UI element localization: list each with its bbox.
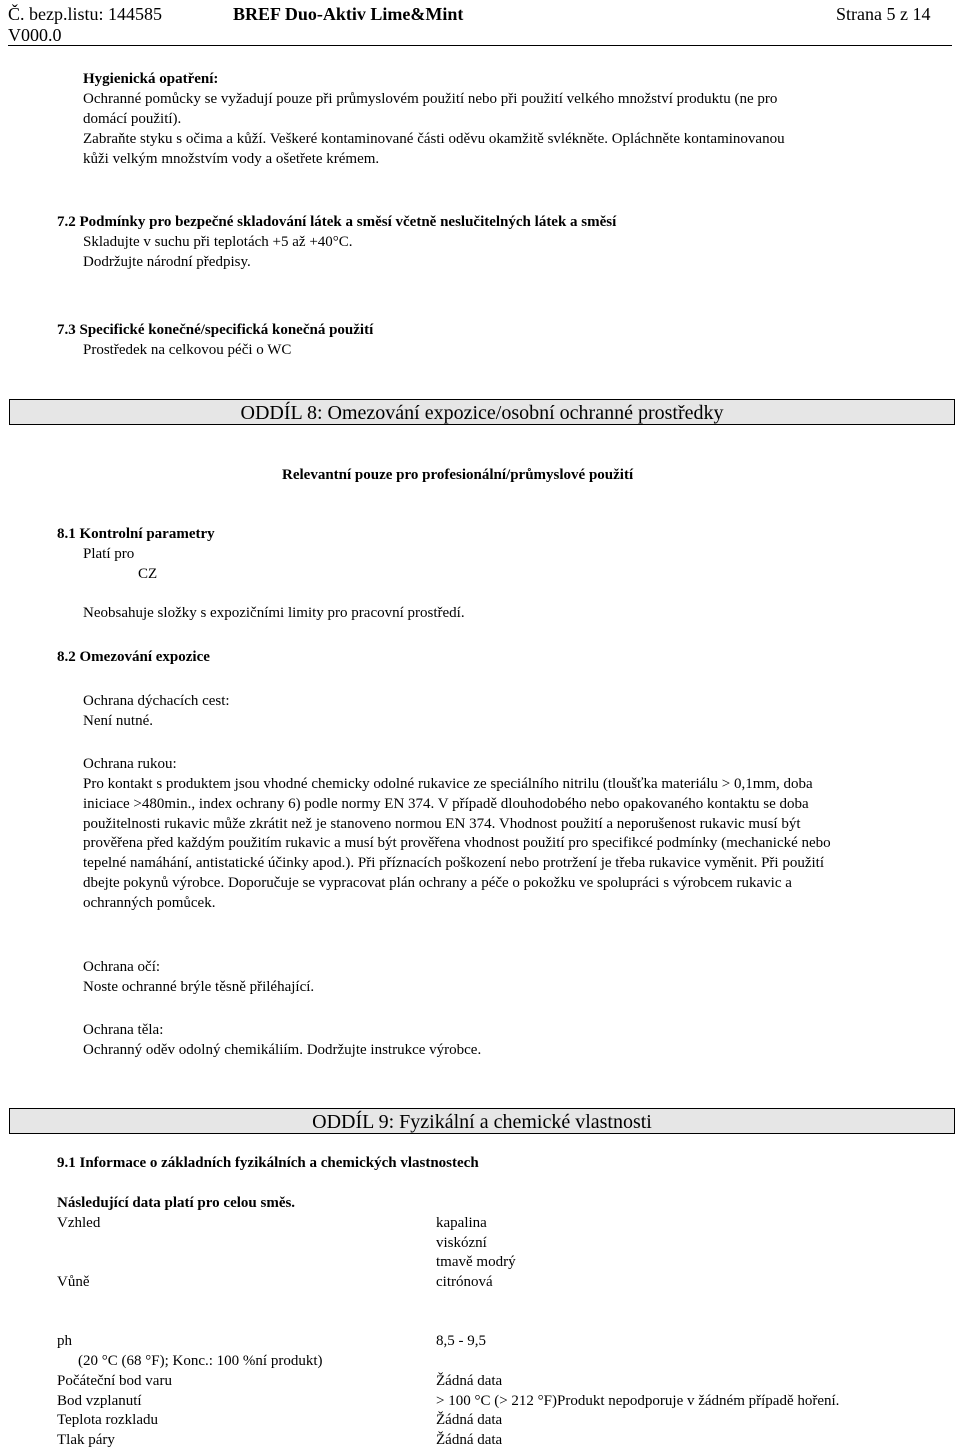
applies-heading: Následující data platí pro celou směs. [57,1195,296,1211]
section-9-1-heading: 9.1 Informace o základních fyzikálních a chemických vlastnostech [57,1155,479,1171]
flash-value: > 100 °C (> 212 °F)Produkt nepodporuje v žádném případě hoření. [436,1393,840,1409]
respiratory-text: Není nutné. [83,713,153,729]
section-9-banner [9,1108,955,1134]
flash-label: Bod vzplanutí [57,1393,142,1409]
no-limits-text: Neobsahuje složky s expozičními limity pro pracovní prostředí. [83,605,465,621]
odour-label: Vůně [57,1274,90,1290]
country-code: CZ [138,566,158,582]
section-8-subtitle: Relevantní pouze pro profesionální/průmyslové použití [282,467,634,483]
body-label: Ochrana těla: [83,1022,164,1038]
storage-line: Dodržujte národní předpisy. [83,254,251,270]
appearance-label: Vzhled [57,1215,101,1231]
section-8-banner [9,399,955,425]
appearance-value: tmavě modrý [436,1254,516,1270]
sheet-number: Č. bezp.listu: 144585 [8,4,162,24]
hygiene-line: kůži velkým množstvím vody a ošetřete krémem. [83,151,380,167]
body-text: Ochranný oděv odolný chemikáliím. Dodržujte instrukce výrobce. [83,1042,482,1058]
hands-line: ochranných pomůcek. [83,895,216,911]
storage-line: Skladujte v suchu při teplotách +5 až +40°C. [83,234,353,250]
ph-label: ph [57,1333,72,1349]
boiling-value: Žádná data [436,1373,503,1389]
respiratory-label: Ochrana dýchacích cest: [83,693,230,709]
hands-line: Pro kontakt s produktem jsou vhodné chemicky odolné rukavice ze speciálního nitrilu (tloušťka materiálu > 0,1mm, doba [83,776,813,792]
section-7-3-heading: 7.3 Specifické konečné/specifická konečná použití [57,322,374,338]
hands-line: tepelné namáhání, antistatické účinky apod.). Při příznacích poškození nebo protržení je třeba rukavice vyměnit. Při použití [83,855,824,871]
appearance-value: kapalina [436,1215,487,1231]
hands-line: použitelnosti rukavic může zkrátit než je stanoveno normou EN 374. Vhodnost použití a neporušenost rukavic musí být [83,816,801,832]
vapour-label: Tlak páry [57,1432,115,1448]
hands-label: Ochrana rukou: [83,756,177,772]
odour-value: citrónová [436,1274,493,1290]
eyes-text: Noste ochranné brýle těsně přiléhající. [83,979,315,995]
boiling-label: Počáteční bod varu [57,1373,172,1389]
hands-line: dbejte pokynů výrobce. Doporučuje se vypracovat plán ochrany a péče o pokožku ve spolupráci s výrobcem rukavic a [83,875,792,891]
version: V000.0 [8,25,62,45]
hygiene-heading: Hygienická opatření: [83,71,219,87]
hygiene-line: domácí použití). [83,111,182,127]
decomp-label: Teplota rozkladu [57,1412,158,1428]
section-8-2-heading: 8.2 Omezování expozice [57,649,210,665]
specific-use-text: Prostředek na celkovou péči o WC [83,342,292,358]
valid-for-label: Platí pro [83,546,135,562]
hands-line: prověřena před každým použitím rukavic a musí být prověřena vhodnost použití pro specifikcé podmínky (mechanické nebo [83,835,831,851]
page-number: Strana 5 z 14 [836,4,931,24]
ph-condition: (20 °C (68 °F); Konc.: 100 %ní produkt) [78,1353,323,1369]
appearance-value: viskózní [436,1235,487,1251]
header-rule [8,45,952,46]
hands-line: iniciace >480min., index ochrany 6) podle normy EN 374. V případě dlouhodobého nebo opakovaného kontaktu se doba [83,796,809,812]
hygiene-line: Zabraňte styku s očima a kůží. Veškeré kontaminované části oděvu okamžitě svlékněte. Opláchněte kontaminovanou [83,131,785,147]
hygiene-line: Ochranné pomůcky se vyžadují pouze při průmyslovém použití nebo při použití velkého množství produktu (ne pro [83,91,778,107]
section-9-title: ODDÍL 9: Fyzikální a chemické vlastnosti [312,1111,652,1133]
product-name: BREF Duo-Aktiv Lime&Mint [233,4,464,24]
section-8-1-heading: 8.1 Kontrolní parametry [57,526,215,542]
section-7-2-heading: 7.2 Podmínky pro bezpečné skladování látek a směsí včetně neslučitelných látek a směsí [57,214,617,230]
decomp-value: Žádná data [436,1412,503,1428]
eyes-label: Ochrana očí: [83,959,161,975]
section-8-title: ODDÍL 8: Omezování expozice/osobní ochranné prostředky [240,402,724,424]
vapour-value: Žádná data [436,1432,503,1448]
ph-value: 8,5 - 9,5 [436,1333,486,1349]
